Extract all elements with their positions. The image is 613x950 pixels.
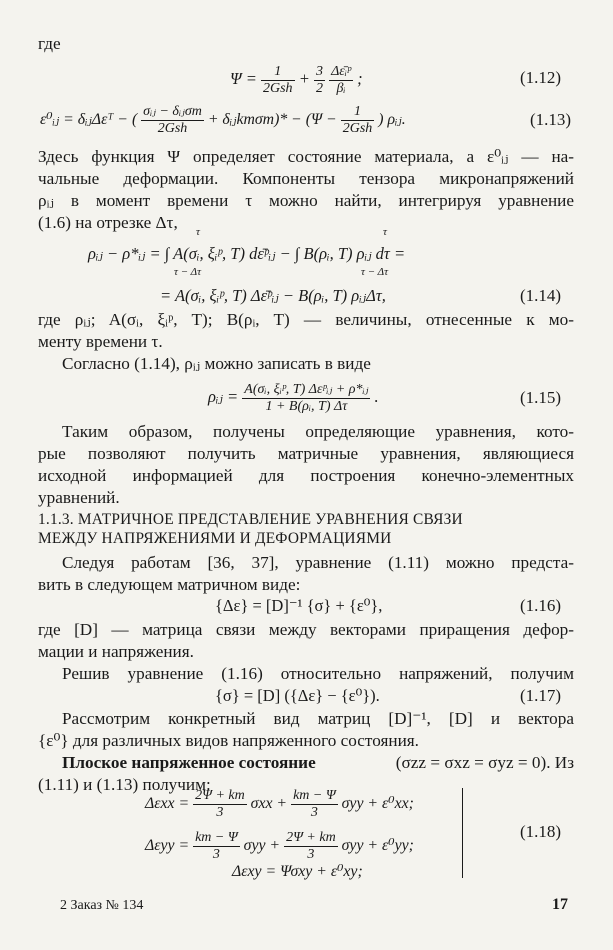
equation-1-17: {σ} = [D] ({Δε} − {ε⁰}). [215,686,380,705]
equation-1-18-row3: Δεxy = Ψσxy + ε⁰xy; [232,863,363,880]
equation-number: (1.16) [520,596,562,615]
page-number: 17 [552,896,568,913]
text-line: (1.11) и (1.13) получим: [38,775,211,794]
integral-upper-limit: τ [383,226,387,238]
text-line: Следуя работам [36, 37], уравнение (1.11) можно предста- [62,553,574,572]
text-line: Таким образом, получены определяющие уравнения, кото- [62,422,574,441]
equation-1-14-line2: = A(σᵢ, ξᵢᵖ, T) Δε̄ᵖᵢⱼ − B(ρᵢ, T) ρᵢⱼΔτ, [160,286,386,305]
text-line: где [D] — матрица связи между векторами приращения дефор- [38,620,574,639]
equation-1-18-row1: Δεxx = $\frac{2\Psi + km}{3}$ σxx + $\frac{km - \Psi}{3}$ σyy + ε⁰xx; [145,787,414,820]
text-line: вить в следующем матричном виде: [38,575,301,594]
equation-1-14-line1: ρᵢⱼ − ρ*ᵢⱼ = ∫ A(σᵢ, ξᵢᵖ, T) dε̄ᵖᵢⱼ − ∫ B(ρᵢ, T) ρᵢⱼ dτ = [88,244,406,263]
equation-number: (1.15) [520,388,562,407]
text-line: Решив уравнение (1.16) относительно напряжений, получим [62,664,574,683]
text-line: ρᵢⱼ в момент времени τ можно найти, интегрируя уравнение [38,191,574,210]
text-line: Здесь функция Ψ определяет состояние материала, а ε⁰ᵢⱼ — на- [38,147,574,166]
text-line: (1.6) на отрезке Δτ, [38,213,178,232]
text-line: {ε⁰} для различных видов напряженного состояния. [38,731,419,750]
equation-1-18-row2: Δεyy = $\frac{km - \Psi}{3}$ σyy + $\frac{2\Psi + km}{3}$ σyy + ε⁰yy; [145,829,414,862]
text-line: менту времени τ. [38,332,163,351]
equation-number: (1.12) [520,68,562,87]
equation-number: (1.17) [520,686,562,705]
equation-number: (1.13) [530,110,572,129]
integral-lower-limit: τ − Δτ [174,266,202,278]
equation-1-12: Ψ = $\frac{1}{\text{2Gsh}}$ + $\frac{3}{2}$ $\frac{\text{Δε̄ᵢᵖ}}{\text{βᵢ}}$ ; [230,63,363,96]
bold-term: Плоское напряженное состояние [62,753,316,772]
right-brace [462,788,463,878]
text-line: мации и напряжения. [38,642,194,661]
integral-lower-limit: τ − Δτ [361,266,389,278]
text-line [62,753,574,773]
text-fragment: (σzz = σxz = σyz = 0). Из [395,753,574,772]
text-line: Рассмотрим конкретный вид матриц [D]⁻¹, [D] и вектора [62,709,574,728]
equation-number: (1.18) [520,822,562,841]
equation-number: (1.14) [520,286,562,305]
equation-1-13: ε⁰ᵢⱼ = δᵢⱼΔεᵀ − ( $\frac{\text{σᵢⱼ − δᵢⱼσm}}{\text{2Gsh}}$ + δᵢⱼkmσm)* − (Ψ − $\frac{1}{\text{2Gsh}}$ ) ρᵢⱼ. [40,103,406,136]
equation-1-16: {Δε} = [D]⁻¹ {σ} + {ε⁰}, [215,596,383,615]
section-heading-line2: МЕЖДУ НАПРЯЖЕНИЯМИ И ДЕФОРМАЦИЯМИ [38,530,392,547]
text-line: рые позволяют получить матричные уравнения, являющиеся [38,444,574,463]
integral-upper-limit: τ [196,226,200,238]
printer-signature: 2 Заказ № 134 [60,898,144,913]
text-line: исходной информацией для построения конечно-элементных [38,466,574,485]
text-line: где ρᵢⱼ; A(σᵢ, ξᵢᵖ, T); B(ρᵢ, T) — величины, отнесенные к мо- [38,310,574,329]
equation-1-15: ρᵢⱼ = $\frac{\text{A(σᵢ, ξᵢᵖ, T) Δεᵖᵢⱼ + ρ*ᵢⱼ}}{\text{1 + B(ρᵢ, T) Δτ}}$ . [208,381,379,414]
text-line: уравнений. [38,488,120,507]
section-heading-line1: 1.1.3. МАТРИЧНОЕ ПРЕДСТАВЛЕНИЕ УРАВНЕНИЯ СВЯЗИ [38,511,463,528]
text-line: где [38,34,61,53]
text-line: чальные деформации. Компоненты тензора микронапряжений [38,169,574,188]
text-line: Согласно (1.14), ρᵢⱼ можно записать в виде [62,354,371,373]
